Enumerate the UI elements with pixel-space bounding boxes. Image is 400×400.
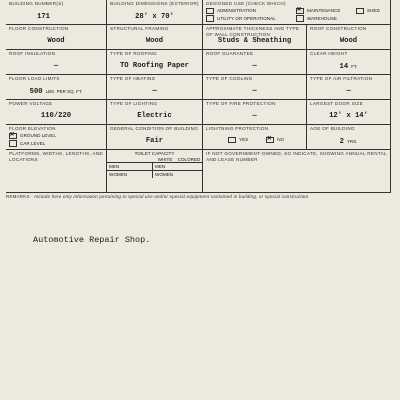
floor-elevation-cell — [6, 125, 106, 149]
lighting-label: TYPE OF LIGHTING — [110, 101, 158, 106]
platforms-cell — [6, 150, 106, 192]
structural-framing-label: STRUCTURAL FRAMING — [110, 26, 169, 31]
use-option-warehouse[interactable]: WAREHOUSE — [296, 15, 356, 22]
lightning-protection-label: LIGHTNING PROTECTION — [206, 126, 269, 131]
remarks-heading: REMARKS — [6, 194, 30, 199]
type-of-roofing-value: TO Roofing Paper — [119, 61, 189, 70]
clear-height-cell — [306, 50, 390, 74]
fire-protection-label: TYPE OF FIRE PROTECTION — [206, 101, 276, 106]
power-voltage-value: 110/220 — [40, 111, 72, 120]
wall-construction-label: APPROXIMATE THICKNESS AND TYPE OF WALL CONSTRUCTION — [206, 26, 300, 37]
lighting-cell — [106, 100, 202, 124]
row-5 — [6, 100, 390, 125]
rental-label: IF NOT GOVERNMENT-OWNED, SO INDICATE, SHOWING ANNUAL RENTAL AND LEASE NUMBER — [206, 151, 387, 162]
toilet-capacity-label: TOILET CAPACITY — [134, 151, 175, 156]
toilet-colored-label: COLORED — [177, 157, 201, 162]
building-condition-value: Fair — [145, 136, 164, 145]
typed-remark: Automotive Repair Shop. — [33, 235, 151, 245]
lightning-protection-cell — [202, 125, 306, 149]
designed-use-cell — [202, 0, 390, 24]
roof-construction-value: Wood — [339, 36, 358, 45]
lighting-value: Electric — [137, 111, 172, 120]
structural-framing-value: Wood — [145, 36, 164, 45]
toilet-white-label: WHITE — [157, 157, 173, 162]
largest-door-label: LARGEST DOOR SIZE — [310, 101, 364, 106]
structural-framing-cell — [106, 25, 202, 49]
building-number-value: 171 — [37, 12, 50, 21]
wall-construction-value: Studs & Sheathing — [217, 37, 292, 45]
checkbox[interactable] — [356, 8, 364, 15]
use-option-maintenance[interactable]: ✕ MAINTENANCE — [296, 8, 356, 15]
floor-load-value: 500 — [29, 87, 43, 96]
building-dimensions-cell — [106, 0, 202, 24]
checkbox-checked[interactable] — [266, 137, 274, 144]
toilet-women-label: WOMEN — [107, 170, 153, 178]
building-dimensions-label: BUILDING DIMENSIONS (EXTERIOR) — [110, 1, 199, 6]
building-number-label: BUILDING NUMBER(S) — [9, 1, 64, 6]
roof-construction-label: ROOF CONSTRUCTION — [310, 26, 367, 31]
checkbox[interactable] — [206, 15, 214, 22]
toilet-men-label: MEN — [107, 162, 153, 170]
floor-construction-value: Wood — [47, 36, 65, 45]
power-voltage-cell — [6, 100, 106, 124]
wall-construction-cell — [202, 25, 306, 49]
building-age-value: 2 — [339, 137, 344, 146]
type-of-roofing-label: TYPE OF ROOFING — [110, 51, 157, 56]
clear-height-label: CLEAR HEIGHT — [310, 51, 348, 56]
roof-guarantee-label: ROOF GUARANTEE — [206, 51, 254, 56]
platforms-label: PLATFORMS, WIDTHS, LENGTHS, AND LOCATIONS — [9, 151, 103, 162]
building-condition-label: GENERAL CONDITION OF BUILDING — [110, 126, 199, 131]
remarks-text: - Include here only information pertaining to special use and/or special equipment contained in building, or special construction — [29, 194, 309, 199]
roof-construction-cell — [306, 25, 390, 49]
air-filtration-label: TYPE OF AIR FILTRATION — [310, 76, 373, 81]
cooling-cell — [202, 75, 306, 99]
heating-label: TYPE OF HEATING — [110, 76, 156, 81]
checkbox[interactable] — [296, 15, 304, 22]
checkbox[interactable] — [228, 137, 236, 144]
toilet-women-colored: WOMEN — [153, 170, 202, 178]
fire-protection-value: — — [252, 111, 257, 120]
row-7 — [6, 150, 390, 193]
checkbox[interactable] — [9, 140, 17, 147]
floor-construction-cell — [6, 25, 106, 49]
roof-guarantee-cell — [202, 50, 306, 74]
designed-use-label: DESIGNED USE (CHECK WHICH) — [206, 1, 286, 6]
checkbox-checked[interactable] — [9, 133, 17, 140]
heating-value: — — [152, 86, 157, 95]
toilet-capacity-cell — [106, 150, 202, 192]
elevation-ground-level[interactable]: ✕ GROUND LEVEL — [9, 133, 103, 140]
rental-cell — [202, 150, 390, 192]
building-dimensions-value: 28' x 70' — [135, 12, 174, 21]
air-filtration-cell — [306, 75, 390, 99]
checkbox-checked[interactable] — [296, 8, 304, 15]
largest-door-value: 12' x 14' — [329, 111, 368, 120]
building-condition-cell — [106, 125, 202, 149]
clear-height-value: 14 — [339, 62, 349, 71]
roof-insulation-value: — — [53, 61, 59, 70]
use-option-shed[interactable]: SHED — [356, 8, 380, 15]
row-4 — [6, 75, 390, 100]
floor-load-unit: LBS. PER SQ. FT. — [45, 88, 83, 94]
floor-construction-label: FLOOR CONSTRUCTION — [9, 26, 69, 31]
floor-load-cell — [6, 75, 106, 99]
building-age-cell — [306, 125, 390, 149]
elevation-car-level[interactable]: CAR LEVEL — [9, 140, 103, 147]
toilet-men-colored: MEN — [153, 162, 202, 170]
floor-load-label: FLOOR LOAD LIMITS — [9, 76, 60, 81]
roof-insulation-label: ROOF INSULATION — [9, 51, 56, 56]
building-age-label: AGE OF BUILDING — [310, 126, 355, 131]
building-number-cell — [6, 0, 106, 24]
building-age-unit: YRS. — [346, 138, 358, 144]
heating-cell — [106, 75, 202, 99]
floor-elevation-label: FLOOR ELEVATION — [9, 126, 56, 131]
air-filtration-value: — — [346, 86, 351, 95]
use-option-administration[interactable]: ADMINISTRATION — [206, 8, 296, 15]
fire-protection-cell — [202, 100, 306, 124]
cooling-label: TYPE OF COOLING — [206, 76, 253, 81]
lightning-no[interactable]: ✕ NO — [266, 137, 284, 144]
row-1 — [6, 0, 390, 25]
power-voltage-label: POWER VOLTAGE — [9, 101, 53, 106]
clear-height-unit: FT. — [351, 63, 358, 69]
roof-guarantee-value: — — [252, 61, 257, 70]
largest-door-cell — [306, 100, 390, 124]
building-form — [6, 0, 391, 193]
remarks-instructions — [6, 194, 384, 200]
roof-insulation-cell — [6, 50, 106, 74]
use-option-utility[interactable]: UTILITY OR OPERATIONAL — [206, 15, 296, 22]
lightning-yes[interactable]: YES — [228, 137, 248, 144]
row-6 — [6, 125, 390, 150]
type-of-roofing-cell — [106, 50, 202, 74]
row-3 — [6, 50, 390, 75]
cooling-value: — — [252, 86, 257, 95]
checkbox[interactable] — [206, 8, 214, 15]
row-2 — [6, 25, 390, 50]
